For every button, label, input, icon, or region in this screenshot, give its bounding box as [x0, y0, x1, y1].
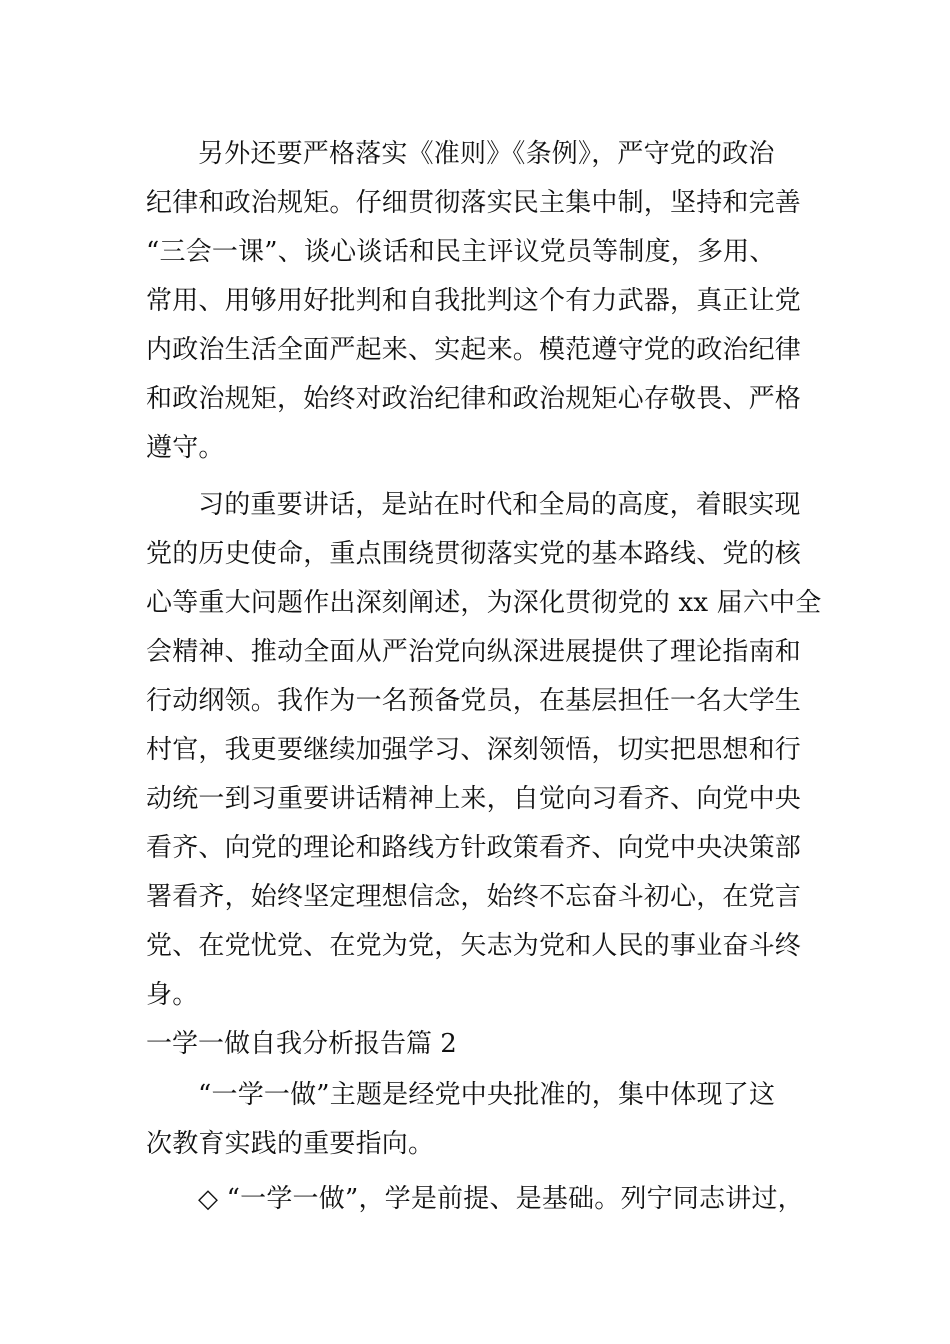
text-line: 遵守。	[146, 433, 225, 463]
text-line: 看齐、向党的理论和路线方针政策看齐、向党中央决策部	[146, 833, 802, 863]
text-line: “三会一课”、谈心谈话和民主评议党员等制度，多用、	[146, 237, 776, 267]
document-body	[146, 130, 822, 1224]
text-line: 和政治规矩，始终对政治纪律和政治规矩心存敬畏、严格	[146, 384, 802, 414]
text-line: 署看齐，始终坚定理想信念，始终不忘奋斗初心，在党言	[146, 882, 802, 912]
section-heading: 一学一做自我分析报告篇 2	[146, 1029, 457, 1059]
text-line: 习的重要讲话，是站在时代和全局的高度，着眼实现	[198, 490, 801, 520]
text-line: 纪律和政治规矩。仔细贯彻落实民主集中制，坚持和完善	[146, 188, 802, 218]
text-line: 党的历史使命，重点围绕贯彻落实党的基本路线、党的核	[146, 539, 802, 569]
text-line: 内政治生活全面严起来、实起来。模范遵守党的政治纪律	[146, 335, 802, 365]
text-line: 动统一到习重要讲话精神上来，自觉向习看齐、向党中央	[146, 784, 802, 814]
paragraph-theme	[146, 1071, 816, 1169]
text-line: 另外还要严格落实《准则》《条例》，严守党的政治	[198, 139, 775, 169]
text-line: 次教育实践的重要指向。	[146, 1129, 435, 1159]
text-line: 行动纲领。我作为一名预备党员，在基层担任一名大学生	[146, 686, 802, 716]
text-line: 会精神、推动全面从严治党向纵深进展提供了理论指南和	[146, 637, 802, 667]
paragraph-discipline	[146, 130, 816, 473]
paragraph-study	[146, 1175, 816, 1224]
text-line: 党、在党忧党、在党为党，矢志为党和人民的事业奋斗终	[146, 931, 802, 961]
text-line: ◇ “一学一做”，学是前提、是基础。列宁同志讲过，	[198, 1184, 804, 1214]
text-line: 心等重大问题作出深刻阐述，为深化贯彻党的 xx 届六中全	[146, 588, 822, 618]
text-line: 村官，我更要继续加强学习、深刻领悟，切实把思想和行	[146, 735, 802, 765]
text-line: 常用、用够用好批判和自我批判这个有力武器，真正让党	[146, 286, 802, 316]
paragraph-speech	[146, 481, 822, 1020]
text-line: 身。	[146, 980, 199, 1010]
text-line: “一学一做”主题是经党中央批准的，集中体现了这	[198, 1080, 776, 1110]
